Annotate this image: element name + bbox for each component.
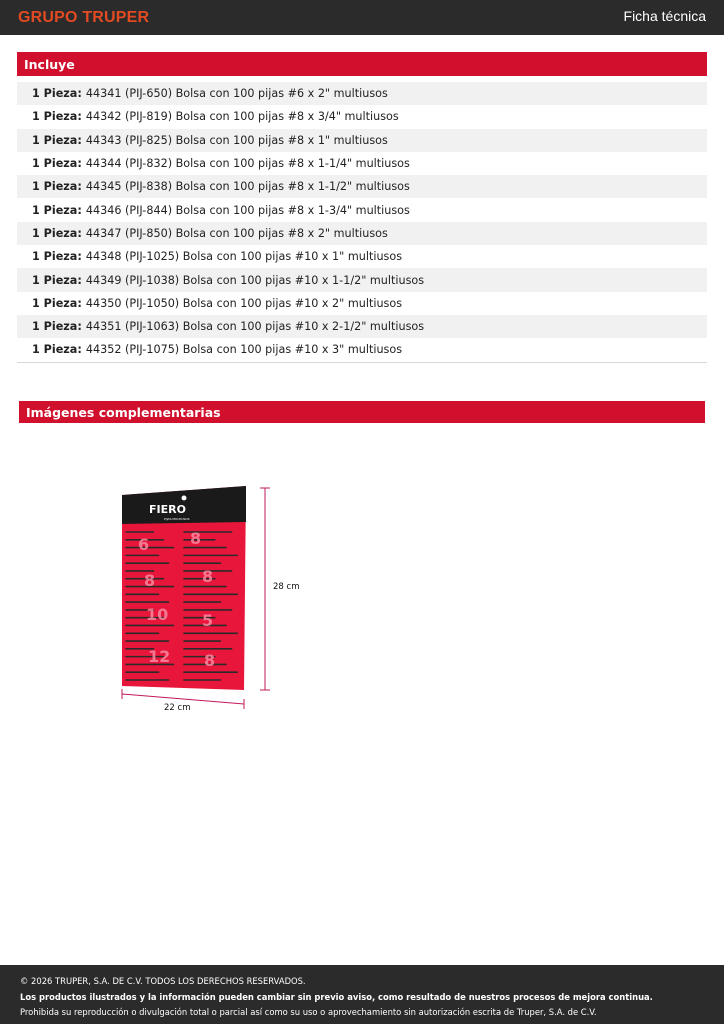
item-qty: 1 Pieza:: [32, 250, 82, 264]
item-description: 44344 (PIJ-832) Bolsa con 100 pijas #8 x 1-1/4" multiusos: [85, 157, 410, 171]
item-qty: 1 Pieza:: [32, 110, 82, 124]
list-item: [17, 105, 707, 128]
list-item: [17, 315, 707, 338]
item-description: 44351 (PIJ-1063) Bolsa con 100 pijas #10 x 2-1/2" multiusos: [85, 320, 425, 334]
list-item: [17, 129, 707, 152]
product-image: [110, 480, 310, 720]
width-label: 22 cm: [164, 703, 191, 713]
item-description: 44343 (PIJ-825) Bolsa con 100 pijas #8 x 1" multiusos: [85, 133, 388, 147]
footer-prohibition: Prohibida su reproducción o divulgación total o parcial así como su uso o aprovechamiento sin autorización escrita de Truper, S.A. de C.V.: [20, 1007, 597, 1017]
board-logo: FIERO: [149, 503, 186, 516]
svg-text:8: 8: [190, 529, 202, 548]
included-items-list: [17, 82, 707, 363]
item-qty: 1 Pieza:: [32, 320, 82, 334]
board-subtitle: PIJAS MULTIUSOS: [164, 517, 190, 521]
svg-text:12: 12: [148, 647, 171, 666]
item-qty: 1 Pieza:: [32, 226, 82, 240]
list-item: [17, 222, 707, 245]
footer-copyright: © 2026 TRUPER, S.A. DE C.V. TODOS LOS DERECHOS RESERVADOS.: [20, 976, 306, 986]
item-qty: 1 Pieza:: [32, 87, 82, 101]
svg-text:8: 8: [202, 567, 214, 586]
item-description: 44345 (PIJ-838) Bolsa con 100 pijas #8 x 1-1/2" multiusos: [85, 180, 410, 194]
item-description: 44346 (PIJ-844) Bolsa con 100 pijas #8 x 1-3/4" multiusos: [85, 203, 410, 217]
item-description: 44350 (PIJ-1050) Bolsa con 100 pijas #10 x 2" multiusos: [85, 296, 403, 310]
brand-logo: GRUPO TRUPER: [18, 9, 150, 26]
top-header: [0, 0, 724, 35]
svg-text:8: 8: [204, 651, 216, 670]
item-description: 44347 (PIJ-850) Bolsa con 100 pijas #8 x 2" multiusos: [85, 226, 388, 240]
list-item: [17, 82, 707, 105]
item-qty: 1 Pieza:: [32, 203, 82, 217]
item-qty: 1 Pieza:: [32, 133, 82, 147]
list-item: [17, 268, 707, 291]
item-qty: 1 Pieza:: [32, 296, 82, 310]
item-qty: 1 Pieza:: [32, 343, 82, 357]
screw-display-board-illustration: [110, 480, 310, 720]
svg-text:5: 5: [202, 611, 214, 630]
section-title-incluye: Incluye: [17, 52, 707, 76]
svg-text:6: 6: [138, 535, 150, 554]
item-description: 44352 (PIJ-1075) Bolsa con 100 pijas #10 x 3" multiusos: [85, 343, 403, 357]
list-item: [17, 152, 707, 175]
item-description: 44341 (PIJ-650) Bolsa con 100 pijas #6 x 2" multiusos: [85, 87, 388, 101]
svg-text:10: 10: [146, 605, 169, 624]
list-item: [17, 198, 707, 221]
document-type-label: Ficha técnica: [623, 8, 706, 24]
item-qty: 1 Pieza:: [32, 157, 82, 171]
list-item: [17, 175, 707, 198]
item-description: 44342 (PIJ-819) Bolsa con 100 pijas #8 x 3/4" multiusos: [85, 110, 399, 124]
list-item: [17, 292, 707, 315]
hanging-hole: [182, 496, 187, 501]
page-footer: [0, 965, 724, 1024]
item-description: 44349 (PIJ-1038) Bolsa con 100 pijas #10 x 1-1/2" multiusos: [85, 273, 425, 287]
item-qty: 1 Pieza:: [32, 273, 82, 287]
height-label: 28 cm: [273, 582, 300, 592]
item-description: 44348 (PIJ-1025) Bolsa con 100 pijas #10 x 1" multiusos: [85, 250, 403, 264]
svg-text:8: 8: [144, 571, 156, 590]
list-item: [17, 338, 707, 361]
list-item: [17, 245, 707, 268]
footer-notice: Los productos ilustrados y la información pueden cambiar sin previo aviso, como resultado de nuestros procesos de mejora continua.: [20, 991, 653, 1002]
section-title-imagenes: Imágenes complementarias: [19, 401, 705, 423]
item-qty: 1 Pieza:: [32, 180, 82, 194]
